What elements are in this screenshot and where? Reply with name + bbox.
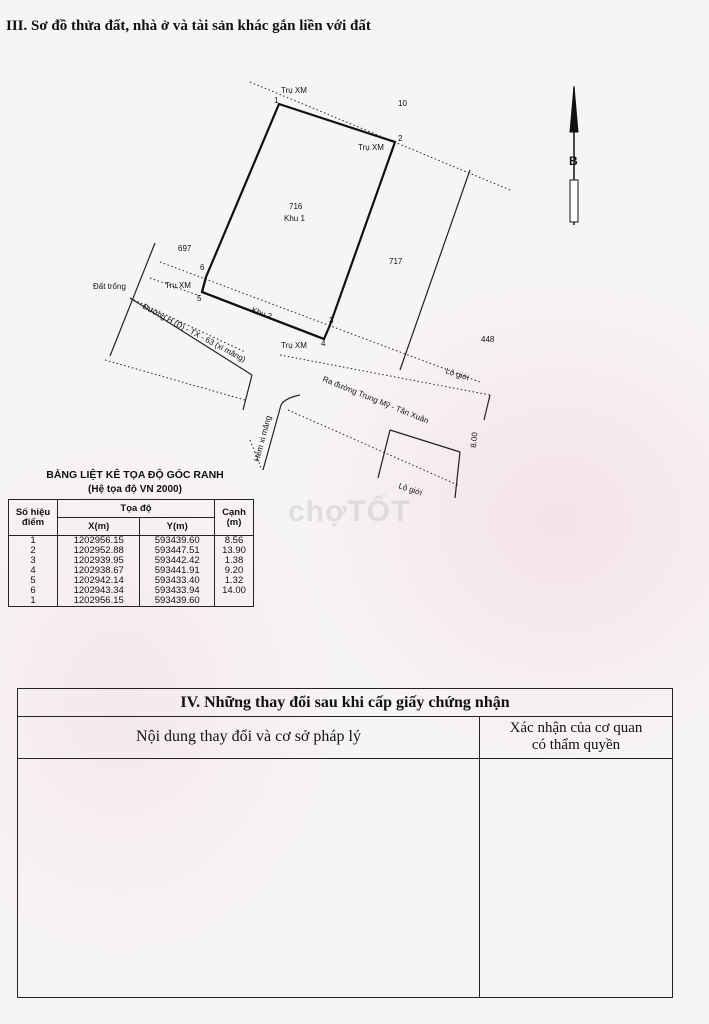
col-confirm-header: Xác nhận của cơ quan có thẩm quyền xyxy=(509,720,643,753)
changes-header-row xyxy=(18,716,672,759)
lo-gioi-label-1: Lộ giới xyxy=(444,366,471,383)
lot-717-label: 717 xyxy=(389,257,403,266)
coord-table-title: BẢNG LIỆT KÊ TỌA ĐỘ GÓC RANH xyxy=(46,469,224,481)
duong-h-label: Đường H (D) - TX - 63 (xi măng) xyxy=(141,301,248,364)
col-edge-header: Cạnh (m) xyxy=(215,500,254,536)
khu-1-label: Khu 1 xyxy=(284,214,305,223)
section-iv-title: IV. Những thay đổi sau khi cấp giấy chứng nhận xyxy=(18,689,672,717)
point-5-label: 5 xyxy=(197,294,202,303)
table-row: 1 1202956.15 593439.60 xyxy=(9,596,254,607)
point-4-label: 4 xyxy=(321,339,326,348)
col-x-header: X(m) xyxy=(58,518,140,536)
table-row: 6 1202943.34 593433.94 14.00 xyxy=(9,586,254,596)
marker-tru-xm-5: Trụ XM xyxy=(165,281,191,290)
hem-label: Hẻm xi măng xyxy=(252,414,274,463)
coordinate-table xyxy=(8,499,254,607)
lot-716-label: 716 xyxy=(289,202,303,211)
table-row: 4 1202938.67 593441.91 9.20 xyxy=(9,566,254,576)
road-width-label: 8.00 xyxy=(469,431,480,449)
watermark-logo: chợTỐT xyxy=(288,495,411,528)
table-row: 5 1202942.14 593433.40 1.32 xyxy=(9,576,254,586)
point-1-label: 1 xyxy=(274,96,279,105)
section-iii-title: III. Sơ đồ thửa đất, nhà ở và tài sản khác gắn liền với đất xyxy=(6,18,371,34)
table-row: 1 1202956.15 593439.60 8.56 xyxy=(9,536,254,547)
changes-table xyxy=(17,688,673,998)
khu-2-label: Khu 2 xyxy=(250,305,274,322)
land-plot-diagram xyxy=(0,0,709,500)
dat-trong-label: Đất trống xyxy=(93,282,126,291)
lot-697-label: 697 xyxy=(178,244,192,253)
marker-tru-xm-4: Trụ XM xyxy=(281,341,307,350)
marker-tru-xm-1: Trụ XM xyxy=(281,86,307,95)
north-label: B xyxy=(569,154,578,168)
point-2-label: 2 xyxy=(398,134,403,143)
table-row: 2 1202952.88 593447.51 13.90 xyxy=(9,546,254,556)
point-6-label: 6 xyxy=(200,263,205,272)
col-content-header: Nội dung thay đổi và cơ sở pháp lý xyxy=(18,716,480,758)
changes-content-cell xyxy=(18,758,480,997)
lot-10-label: 10 xyxy=(398,99,407,108)
point-3-label: 3 xyxy=(329,316,334,325)
ra-duong-label: Ra đường Trung Mỹ - Tân Xuân xyxy=(321,374,430,426)
coord-table-subtitle: (Hệ tọa độ VN 2000) xyxy=(88,484,182,495)
table-row: 3 1202939.95 593442.42 1.38 xyxy=(9,556,254,566)
col-y-header: Y(m) xyxy=(140,518,215,536)
lot-448-label: 448 xyxy=(481,335,495,344)
marker-tru-xm-2: Trụ XM xyxy=(358,143,384,152)
col-point-header: Số hiệu điểm xyxy=(9,500,58,536)
lo-gioi-label-2: Lộ giới xyxy=(397,481,424,498)
col-coords-header: Tọa độ xyxy=(58,500,215,518)
